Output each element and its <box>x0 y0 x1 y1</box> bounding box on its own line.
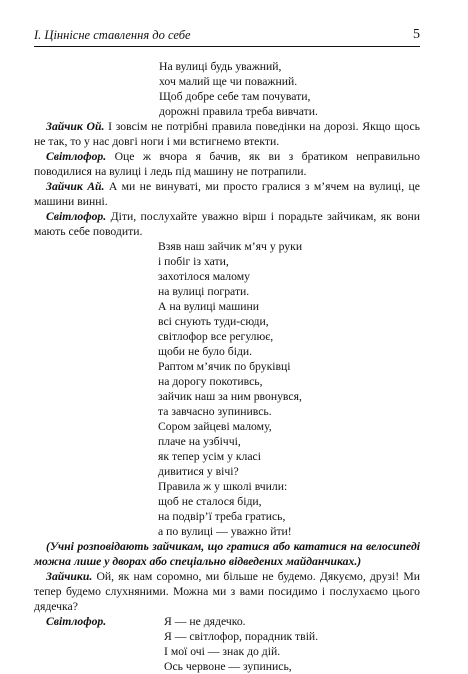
dialogue-text: Оце ж вчора я бачив, як ви з братиком неправильно поводилися на вулиці і ледь під машину не потрапили. <box>34 150 420 178</box>
verse-line: зайчик наш за ним рвонувся, <box>158 390 302 403</box>
speaker-name: Світлофор. <box>46 615 107 628</box>
body-text <box>34 59 420 674</box>
speaker-name: Зайчик Ой. <box>46 120 105 133</box>
verse-line: Я — світлофор, порадник твій. <box>164 630 319 643</box>
verse-line: всі снують туди-сюди, <box>158 315 269 328</box>
verse-line: щоби не було біди. <box>158 345 253 358</box>
page-number: 5 <box>413 27 420 42</box>
verse-line: дорожні правила треба вивчати. <box>159 105 318 118</box>
final-dialogue <box>34 614 420 674</box>
verse-line: Щоб добре себе там почувати, <box>159 90 311 103</box>
chapter-title: I. Ціннісне ставлення до себе <box>34 28 191 42</box>
verse-poem <box>34 239 420 539</box>
dialogue-text: А ми не винуваті, ми просто гралися з м’ячем на вулиці, це машини винні. <box>34 180 420 208</box>
verse-line: А на вулиці машини <box>158 300 259 313</box>
verse-line: як тепер усім у класі <box>158 450 261 463</box>
verse-line: Раптом м’ячик по бруківці <box>158 360 291 373</box>
verse-line: дивитися у вічі? <box>158 465 239 478</box>
dialogue-paragraph <box>34 209 420 239</box>
verse-line: на дорогу покотивсь, <box>158 375 263 388</box>
verse-line: Ось червоне — зупинись, <box>164 660 292 673</box>
verse-line: Сором зайцеві малому, <box>158 420 272 433</box>
dialogue-paragraph <box>34 179 420 209</box>
verse-line: щоб не сталося біди, <box>158 495 262 508</box>
dialogue-paragraph <box>34 149 420 179</box>
verse-line: світлофор все регулює, <box>158 330 274 343</box>
dialogue-text: Діти, послухайте уважно вірш і порадьте зайчикам, як вони мають себе поводити. <box>34 210 420 238</box>
stage-direction: (Учні розповідають зайчикам, що гратися або кататися на велосипеді можна лише у дворах або спеціально відведених майданчиках.) <box>34 540 420 568</box>
verse-line: захотілося малому <box>158 270 250 283</box>
document-page <box>34 26 420 673</box>
dialogue-paragraph <box>34 119 420 149</box>
verse-line: та завчасно зупинивсь. <box>158 405 272 418</box>
dialogue-text: Ой, як нам соромно, ми більше не будемо. Дякуємо, друзі! Ми тепер будемо слухняними. Можна ми з вами посидимо і послухаємо цього дядечка? <box>34 570 420 613</box>
running-header <box>34 26 420 47</box>
verse-line: Правила ж у школі вчили: <box>158 480 288 493</box>
speaker-name: Зайчики. <box>46 570 93 583</box>
verse-line: а по вулиці — уважно йти! <box>158 525 292 538</box>
verse-line: на вулиці пограти. <box>158 285 250 298</box>
verse-line: на подвір’ї треба гратись, <box>158 510 286 523</box>
verse-line: і побіг із хати, <box>158 255 229 268</box>
verse-line: плаче на узбіччі, <box>158 435 241 448</box>
verse-opening <box>34 59 420 119</box>
verse-line: І мої очі — знак до дій. <box>164 645 281 658</box>
verse-line: На вулиці будь уважний, <box>159 60 282 73</box>
verse-line: Я — не дядечко. <box>164 615 246 628</box>
speaker-name: Світлофор. <box>46 150 107 163</box>
dialogue-text: І зовсім не потрібні правила поведінки на дорозі. Якщо щось не так, то у нас довгі ноги і ми встигнемо втекти. <box>34 120 420 148</box>
verse-line: хоч малий ще чи поважний. <box>159 75 298 88</box>
verse-line: Взяв наш зайчик м’яч у руки <box>158 240 303 253</box>
speaker-name: Світлофор. <box>46 210 107 223</box>
speaker-name: Зайчик Ай. <box>46 180 105 193</box>
dialogue-paragraph <box>34 569 420 614</box>
